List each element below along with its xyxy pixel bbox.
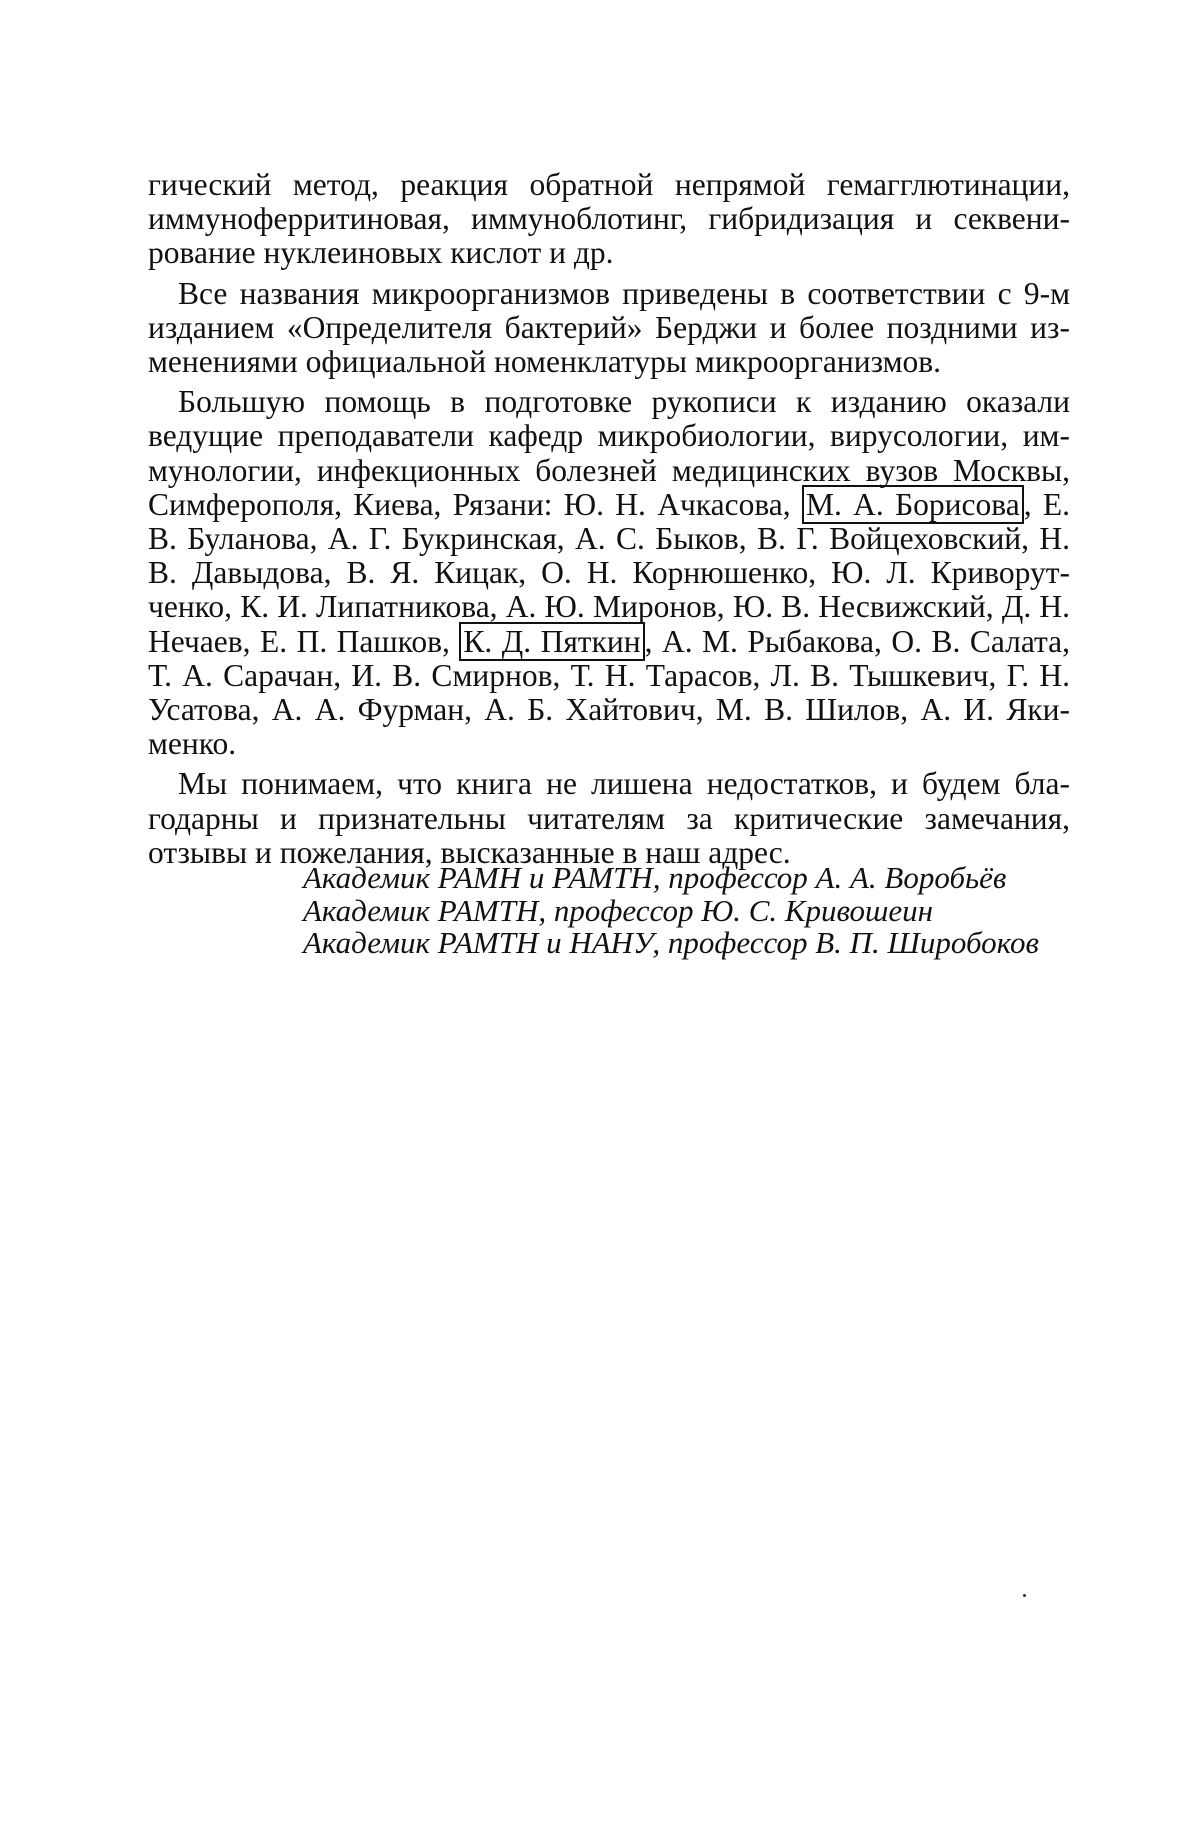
signature-line: Академик РАМН и РАМТН, профессор А. А. Воробьёв (303, 860, 1007, 895)
boxed-name-2: К. Д. Пяткин (459, 622, 644, 661)
signature-line: Академик РАМТН, профессор Ю. С. Кривошеин (303, 892, 934, 928)
signature-block (303, 862, 1039, 960)
paragraph-methods: гический метод, реакция обратной непрямой гемагглютинации, иммуноферритиновая, иммуноблотинг, гибридизация и секвенирование нуклеиновых кислот и др. (148, 167, 1070, 271)
body-text (148, 168, 1070, 870)
boxed-name-1: М. А. Борисова (802, 485, 1024, 524)
paragraph-nomenclature: Все названия микроорганизмов приведены в соответствии с 9-м изданием «Определителя бактерий» Берджи и более поздними изменениями официальной номенклатуры микроорганизмов. (148, 275, 1070, 380)
paragraph-acknowledgements (148, 385, 1070, 761)
signature-line: Академик РАМТН и НАНУ, профессор В. П. Широбоков (303, 925, 1039, 960)
paragraph-closing: Мы понимаем, что книга не лишена недостатков, и будем благодарны и признательны читателям за критические замечания, отзывы и пожелания, высказанные в наш адрес. (148, 766, 1070, 870)
acknowledgements-text-part-2: , Е. В. Буланова, А. Г. Букринская, А. С. Быков, В. Г. Войцеховский, Н. В. Давыдова, В. Я. Кицак, О. Н. Корнюшенко, Ю. Л. Криворутченко, К. И. Липатникова, А. Ю. Миронов, Ю. В. Несвижский, Д. Н. Нечаев, Е. П. Пашков, (148, 486, 1070, 659)
print-speck (1023, 1594, 1026, 1597)
acknowledgements-text-part-3: , А. М. Рыбакова, О. В. Салата, Т. А. Сарачан, И. В. Смирнов, Т. Н. Тарасов, Л. В. Тышкевич, Г. Н. Усатова, А. А. Фурман, А. Б. Хайтович, М. В. Шилов, А. И. Якименко. (148, 623, 1070, 762)
acknowledgements-text-part-1: Большую помощь в подготовке рукописи к изданию оказали ведущие преподаватели кафедр микробиологии, вирусологии, иммунологии, инфекционных болезней медицинских вузов Москвы, Симферополя, Киева, Рязани: Ю. Н. Ачкасова, (148, 384, 1070, 522)
